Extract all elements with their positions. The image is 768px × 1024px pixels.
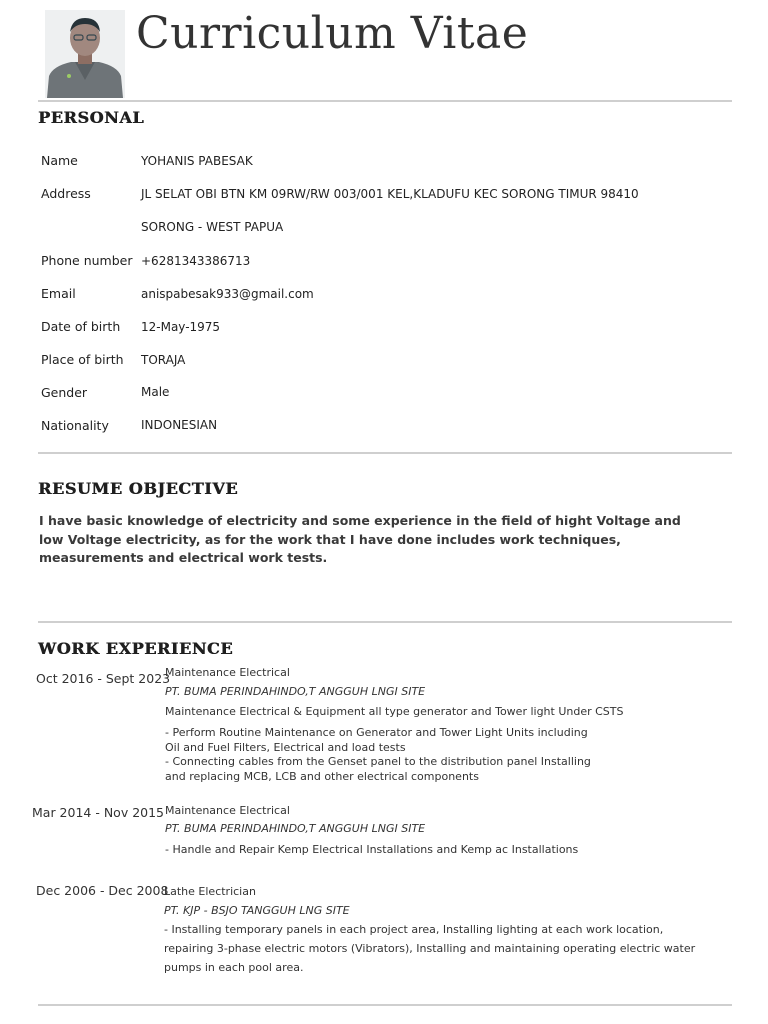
- personal-label: Address: [41, 186, 91, 201]
- divider: [38, 100, 732, 102]
- personal-label: Phone number: [41, 253, 133, 268]
- divider: [38, 1004, 732, 1006]
- personal-value: Male: [141, 385, 170, 399]
- job-summary: Maintenance Electrical & Equipment all type generator and Tower light Under CSTS: [165, 705, 624, 718]
- job-position: Maintenance Electrical: [165, 804, 290, 817]
- personal-value: YOHANIS PABESAK: [141, 154, 253, 168]
- divider: [38, 621, 732, 623]
- section-title-personal: PERSONAL: [38, 108, 145, 127]
- personal-value: anispabesak933@gmail.com: [141, 287, 314, 301]
- objective-text: I have basic knowledge of electricity and some experience in the field of hight Voltage and low Voltage electricity, as for the work that I have done includes work techniques, measurements and electrical work tests.: [39, 513, 681, 565]
- personal-value: INDONESIAN: [141, 418, 218, 432]
- job-date: Mar 2014 - Nov 2015: [32, 805, 165, 820]
- job-company: PT. KJP - BSJO TANGGUH LNG SITE: [164, 904, 350, 917]
- job-detail: - Connecting cables from the Genset panel to the distribution panel Installing and replacing MCB, LCB and other electrical components: [165, 755, 591, 783]
- personal-value: 12-May-1975: [141, 320, 221, 334]
- job-company: PT. BUMA PERINDAHINDO,T ANGGUH LNGI SITE: [165, 822, 426, 835]
- section-title-objective: RESUME OBJECTIVE: [38, 479, 239, 498]
- personal-value: JL SELAT OBI BTN KM 09RW/RW 003/001 KEL,KLADUFU KEC SORONG TIMUR 98410: [141, 187, 639, 201]
- job-detail: - Perform Routine Maintenance on Generator and Tower Light Units including Oil and Fuel Filters, Electrical and load tests: [165, 726, 588, 754]
- personal-label: Gender: [41, 385, 88, 400]
- personal-value: SORONG - WEST PAPUA: [141, 220, 284, 234]
- personal-label: Place of birth: [41, 352, 124, 367]
- job-detail: - Handle and Repair Kemp Electrical Installations and Kemp ac Installations: [165, 843, 579, 856]
- job-date: Dec 2006 - Dec 2008: [36, 883, 169, 898]
- personal-label: Date of birth: [41, 319, 121, 334]
- personal-label: Name: [41, 153, 78, 168]
- job-position: Lathe Electrician: [164, 885, 256, 898]
- job-position: Maintenance Electrical: [165, 666, 290, 679]
- job-detail: - Installing temporary panels in each project area, Installing lighting at each work location, repairing 3-phase electric motors (Vibrators), Installing and maintaining operating electric water pumps in each pool area.: [164, 923, 696, 974]
- personal-label: Nationality: [41, 418, 109, 433]
- divider: [38, 452, 732, 454]
- person-photo-icon: [45, 10, 125, 98]
- section-title-work-experience: WORK EXPERIENCE: [38, 639, 234, 658]
- page-title: Curriculum Vitae: [136, 8, 529, 59]
- job-date: Oct 2016 - Sept 2023: [36, 671, 171, 686]
- personal-value: +6281343386713: [141, 254, 251, 268]
- personal-value: TORAJA: [141, 353, 186, 367]
- job-company: PT. BUMA PERINDAHINDO,T ANGGUH LNGI SITE: [165, 685, 426, 698]
- profile-photo: [45, 10, 125, 98]
- personal-label: Email: [41, 286, 76, 301]
